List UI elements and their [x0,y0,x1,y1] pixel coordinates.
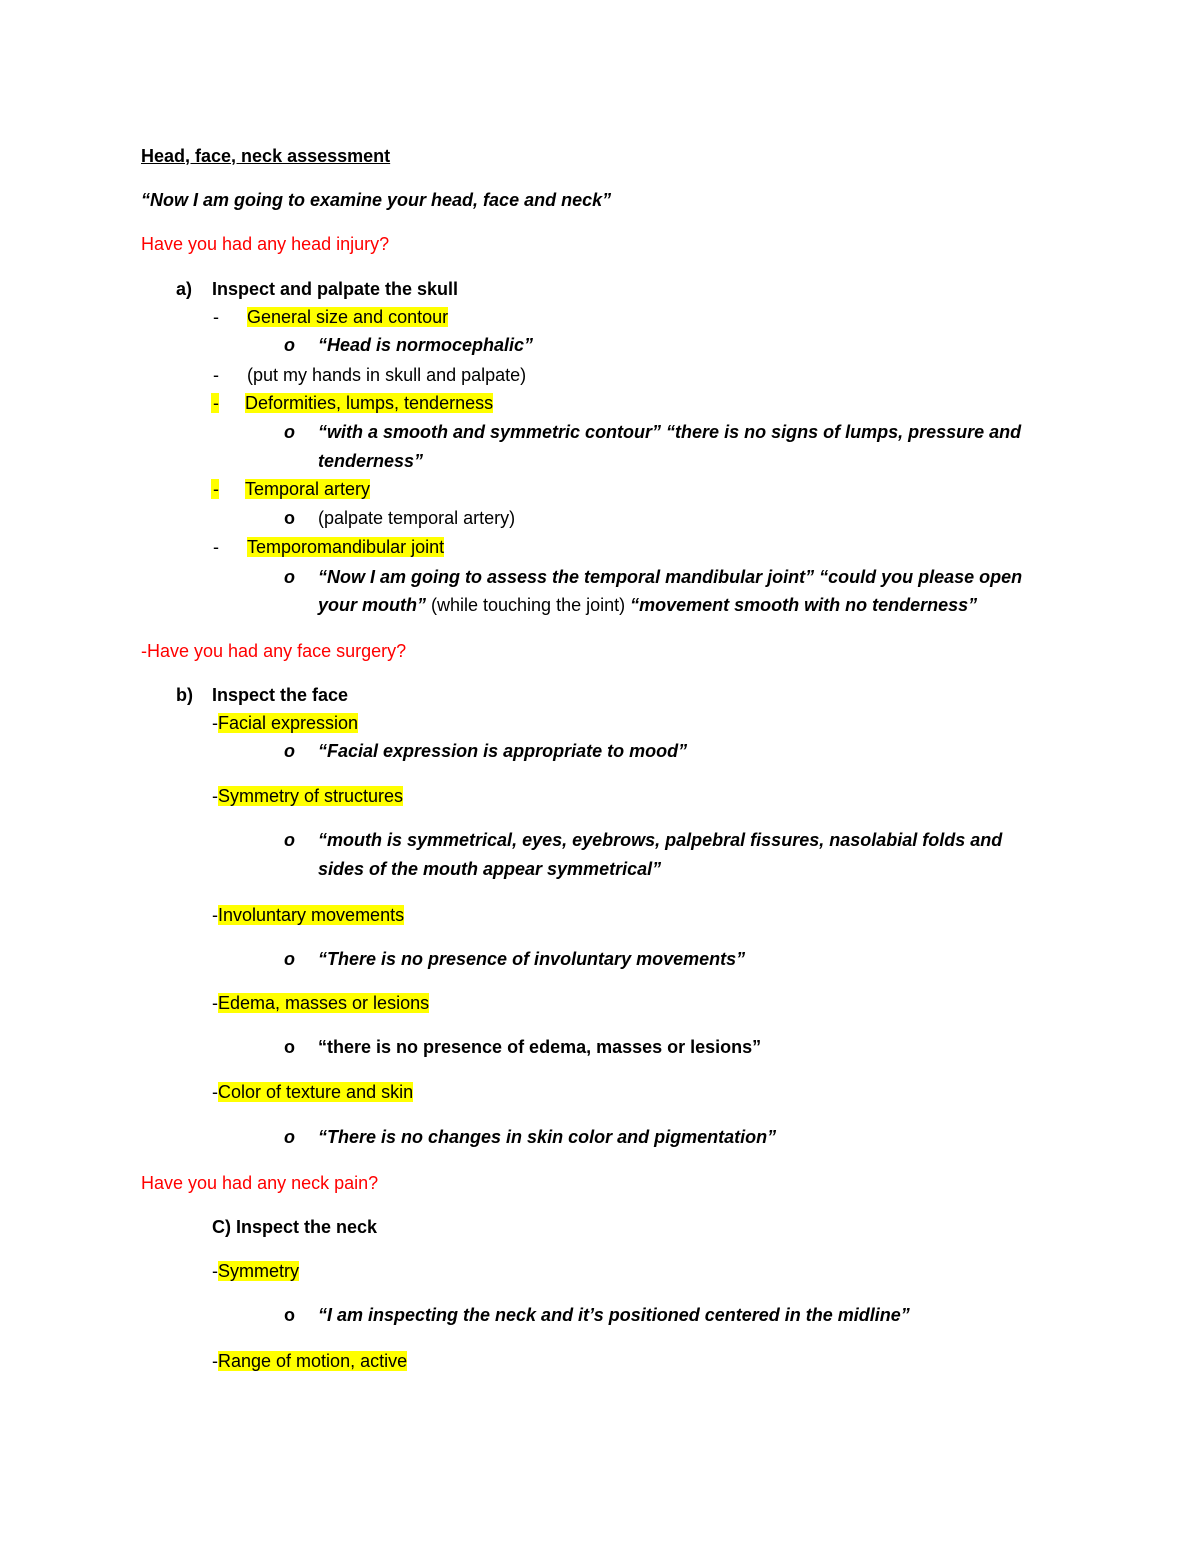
o-bullet: o [284,335,295,355]
skull-item-tmj-quote-line2 [318,593,977,617]
section-b-marker: b) [176,685,193,705]
dash-bullet: - [213,365,219,385]
o-bullet: o [284,508,295,528]
tmj-touching-note: (while touching the joint) [426,595,631,615]
skull-item-deformities-quote-line2: tenderness” [318,451,424,471]
intro-quote: “Now I am going to examine your head, face and neck” [141,190,612,210]
skull-item-temporal-artery: Temporal artery [245,479,371,499]
dash-bullet: - [213,307,219,327]
o-bullet: o [284,949,295,969]
dash-prefix: - [212,1261,218,1281]
dash-prefix: - [212,786,218,806]
skull-item-temporal-note: (palpate temporal artery) [318,508,516,528]
section-a-marker: a) [176,279,193,299]
dash-prefix: - [212,1351,218,1371]
face-item-symmetry-quote-line2: sides of the mouth appear symmetrical” [318,859,662,879]
face-item-involuntary-quote: “There is no presence of involuntary movements” [318,949,746,969]
dash-bullet: - [213,393,219,413]
o-bullet: o [284,422,295,442]
skull-item-deformities-quote-line1: “with a smooth and symmetric contour” “there is no signs of lumps, pressure and [318,422,1022,442]
face-item-edema-quote: “there is no presence of edema, masses or lesions” [318,1037,762,1057]
dash-bullet: - [213,479,219,499]
skull-item-size-contour: General size and contour [247,307,449,327]
face-item-color: Color of texture and skin [218,1082,414,1102]
neck-item-range-of-motion: Range of motion, active [218,1351,408,1371]
tmj-quote-movement: “movement smooth with no tenderness” [630,595,978,615]
question-neck-pain: Have you had any neck pain? [141,1173,379,1193]
face-item-symmetry: Symmetry of structures [218,786,404,806]
o-bullet: o [284,1127,295,1147]
section-c-heading: C) Inspect the neck [212,1217,378,1237]
skull-item-tmj-quote-line1: “Now I am going to assess the temporal mandibular joint” “could you please open [318,567,1023,587]
o-bullet: o [284,1305,295,1325]
face-item-symmetry-quote-line1: “mouth is symmetrical, eyes, eyebrows, palpebral fissures, nasolabial folds and [318,830,1003,850]
dash-prefix: - [212,1082,218,1102]
o-bullet: o [284,830,295,850]
dash-prefix: - [212,905,218,925]
tmj-quote-open-mouth: your mouth” [318,595,426,615]
dash-prefix: - [212,993,218,1013]
question-face-surgery: -Have you had any face surgery? [141,641,407,661]
dash-bullet: - [213,537,219,557]
face-item-color-quote: “There is no changes in skin color and pigmentation” [318,1127,777,1147]
o-bullet: o [284,1037,295,1057]
o-bullet: o [284,741,295,761]
document-title: Head, face, neck assessment [141,146,391,166]
o-bullet: o [284,567,295,587]
skull-item-deformities: Deformities, lumps, tenderness [245,393,494,413]
section-b-heading: Inspect the face [212,685,349,705]
face-item-expression-quote: “Facial expression is appropriate to mood” [318,741,688,761]
section-a-heading: Inspect and palpate the skull [212,279,459,299]
skull-item-tmj: Temporomandibular joint [247,537,445,557]
face-item-expression: Facial expression [218,713,359,733]
dash-prefix: - [212,713,218,733]
face-item-edema: Edema, masses or lesions [218,993,430,1013]
neck-item-symmetry-quote: “I am inspecting the neck and it’s positioned centered in the midline” [318,1305,910,1325]
skull-item-size-quote: “Head is normocephalic” [318,335,534,355]
question-head-injury: Have you had any head injury? [141,234,390,254]
neck-item-symmetry: Symmetry [218,1261,299,1281]
skull-item-palpate-note: (put my hands in skull and palpate) [247,365,527,385]
face-item-involuntary: Involuntary movements [218,905,405,925]
